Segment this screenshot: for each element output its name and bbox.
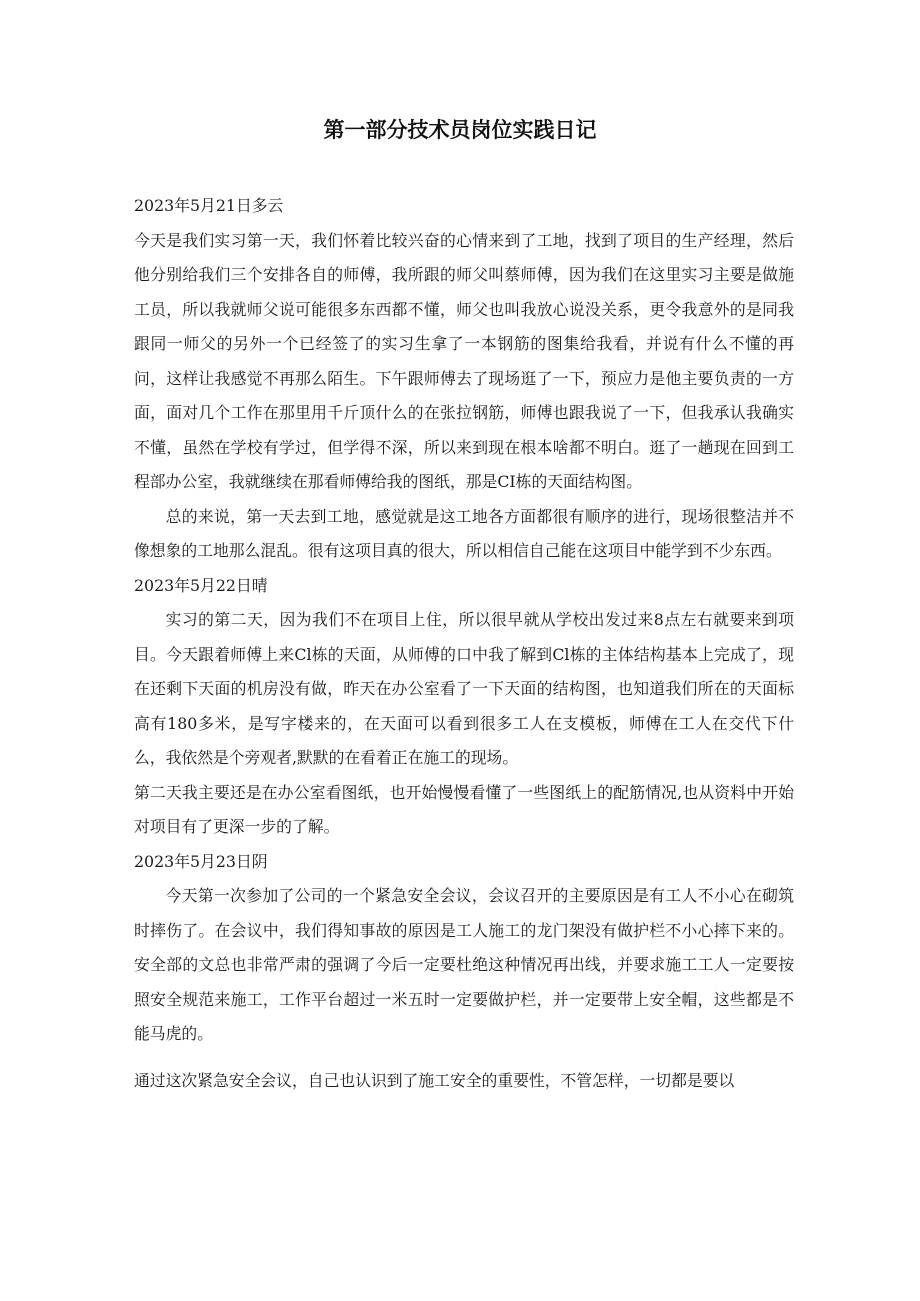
paragraph: 今天是我们实习第一天，我们怀着比较兴奋的心情来到了工地，找到了项目的生产经理，然后他分别给我们三个安排各自的师傅，我所跟的师父叫蔡师傅，因为我们在这里实习主要是做施工员，所以我就师父说可能很多东西都不懂，师父也叫我放心说没关系，更令我意外的是同我跟同一师父的另外一个已经签了的实习生拿了一本钢筋的图集给我看，并说有什么不懂的再问，这样让我感觉不再那么陌生。下午跟师傅去了现场逛了一下，预应力是他主要负责的一方面，面对几个工作在那里用千斤顶什么的在张拉钢筋，师傅也跟我说了一下，但我承认我确实不懂，虽然在学校有学过，但学得不深，所以来到现在根本啥都不明白。逛了一趟现在回到工程部办公室，我就继续在那看师傅给我的图纸，那是CI栋的天面结构图。	[134, 230, 794, 491]
paragraph: 第二天我主要还是在办公室看图纸，也开始慢慢看懂了一些图纸上的配筋情况,也从资料中开始对项目有了更深一步的了解。	[134, 782, 794, 836]
paragraph: 今天第一次参加了公司的一个紧急安全会议，会议召开的主要原因是有工人不小心在砌筑时摔伤了。在会议中，我们得知事故的原因是工人施工的龙门架没有做护栏不小心摔下来的。安全部的文总也非常严肃的强调了今后一定要杜绝这种情况再出线，并要求施工工人一定要按照安全规范来施工，工作平台超过一米五时一定要做护栏，并一定要带上安全帽，这些都是不能马虎的。	[134, 886, 794, 1043]
page-title: 第一部分技术员岗位实践日记	[323, 118, 597, 142]
paragraph: 总的来说，第一天去到工地，感觉就是这工地各方面都很有顺序的进行，现场很整洁并不像想象的工地那么混乱。很有这项目真的很大，所以相信自己能在这项目中能学到不少东西。	[134, 506, 794, 560]
entry-date: 2023年5月22日晴	[134, 575, 268, 595]
paragraph: 通过这次紧急安全会议，自己也认识到了施工安全的重要性，不管怎样，一切都是要以	[134, 1070, 735, 1090]
diary-body	[134, 189, 794, 1098]
paragraph: 实习的第二天，因为我们不在项目上住，所以很早就从学校出发过来8点左右就要来到项目。今天跟着师傅上来Cl栋的天面，从师傅的口中我了解到Cl栋的主体结构基本上完成了，现在还剩下天面的机房没有做，昨天在办公室看了一下天面的结构图，也知道我们所在的天面标高有180多米，是写字楼来的，在天面可以看到很多工人在支模板，师傅在工人在交代下什么，我依然是个旁观者,默默的在看着正在施工的现场。	[134, 610, 794, 767]
entry-date: 2023年5月21日多云	[134, 196, 284, 215]
entry-date: 2023年5月23日阴	[134, 851, 268, 871]
